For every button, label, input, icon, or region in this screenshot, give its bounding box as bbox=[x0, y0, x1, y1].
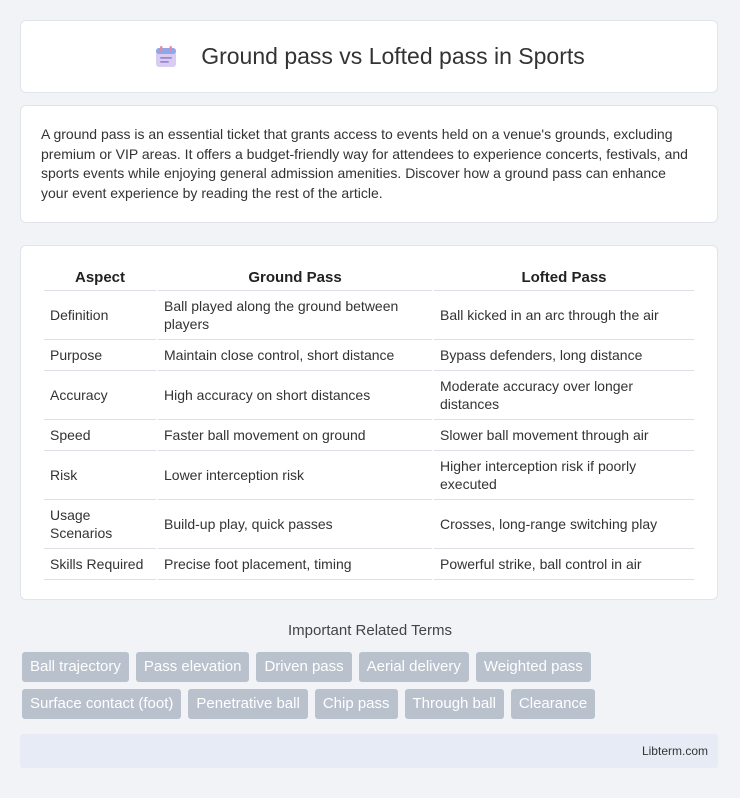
intro-text: A ground pass is an essential ticket that grants access to events held on a venue's grounds, excluding premium or VIP areas. It offers a budget-friendly way for attendees to experience concerts, festivals, and sports events while enjoying general admission amenities. Discover how a ground pass can enhance your event experience by reading the rest of the article. bbox=[41, 126, 688, 201]
tag-through-ball[interactable]: Through ball bbox=[405, 689, 504, 719]
comparison-card bbox=[20, 245, 718, 600]
tag-surface-contact[interactable]: Surface contact (foot) bbox=[22, 689, 181, 719]
tag-penetrative-ball[interactable]: Penetrative ball bbox=[188, 689, 307, 719]
table-header-row bbox=[44, 266, 694, 291]
row-ground-pass: Build-up play, quick passes bbox=[158, 500, 432, 549]
row-ground-pass: Maintain close control, short distance bbox=[158, 340, 432, 371]
row-ground-pass: Faster ball movement on ground bbox=[158, 420, 432, 451]
tag-ball-trajectory[interactable]: Ball trajectory bbox=[22, 652, 129, 682]
row-lofted-pass: Ball kicked in an arc through the air bbox=[434, 291, 694, 340]
header-ground-pass: Ground Pass bbox=[158, 266, 432, 291]
row-aspect: Definition bbox=[44, 291, 156, 340]
tag-weighted-pass[interactable]: Weighted pass bbox=[476, 652, 591, 682]
table-row bbox=[44, 291, 694, 340]
table-row bbox=[44, 549, 694, 580]
row-aspect: Accuracy bbox=[44, 371, 156, 420]
row-ground-pass: Ball played along the ground between players bbox=[158, 291, 432, 340]
row-ground-pass: Precise foot placement, timing bbox=[158, 549, 432, 580]
row-ground-pass: Lower interception risk bbox=[158, 451, 432, 500]
related-terms-title: Important Related Terms bbox=[288, 622, 452, 639]
tag-clearance[interactable]: Clearance bbox=[511, 689, 595, 719]
table-row bbox=[44, 371, 694, 420]
row-aspect: Speed bbox=[44, 420, 156, 451]
comparison-table bbox=[42, 266, 696, 580]
row-lofted-pass: Higher interception risk if poorly executed bbox=[434, 451, 694, 500]
row-lofted-pass: Crosses, long-range switching play bbox=[434, 500, 694, 549]
row-lofted-pass: Moderate accuracy over longer distances bbox=[434, 371, 694, 420]
footer-brand-link[interactable]: Libterm.com bbox=[641, 744, 708, 758]
header-lofted-pass: Lofted Pass bbox=[434, 266, 694, 291]
tag-pass-elevation[interactable]: Pass elevation bbox=[136, 652, 250, 682]
related-terms-tags bbox=[22, 652, 722, 719]
table-row bbox=[44, 340, 694, 371]
tag-chip-pass[interactable]: Chip pass bbox=[315, 689, 398, 719]
table-row bbox=[44, 420, 694, 451]
row-ground-pass: High accuracy on short distances bbox=[158, 371, 432, 420]
row-aspect: Usage Scenarios bbox=[44, 500, 156, 549]
row-aspect: Risk bbox=[44, 451, 156, 500]
page-title: Ground pass vs Lofted pass in Sports bbox=[201, 43, 585, 69]
tag-driven-pass[interactable]: Driven pass bbox=[256, 652, 351, 682]
intro-card bbox=[20, 105, 718, 223]
table-row bbox=[44, 500, 694, 549]
footer bbox=[20, 734, 718, 768]
row-lofted-pass: Bypass defenders, long distance bbox=[434, 340, 694, 371]
row-aspect: Purpose bbox=[44, 340, 156, 371]
row-lofted-pass: Powerful strike, ball control in air bbox=[434, 549, 694, 580]
row-lofted-pass: Slower ball movement through air bbox=[434, 420, 694, 451]
calendar-icon bbox=[153, 44, 179, 70]
header-card bbox=[20, 20, 718, 93]
table-row bbox=[44, 451, 694, 500]
header-aspect: Aspect bbox=[44, 266, 156, 291]
tag-aerial-delivery[interactable]: Aerial delivery bbox=[359, 652, 469, 682]
row-aspect: Skills Required bbox=[44, 549, 156, 580]
